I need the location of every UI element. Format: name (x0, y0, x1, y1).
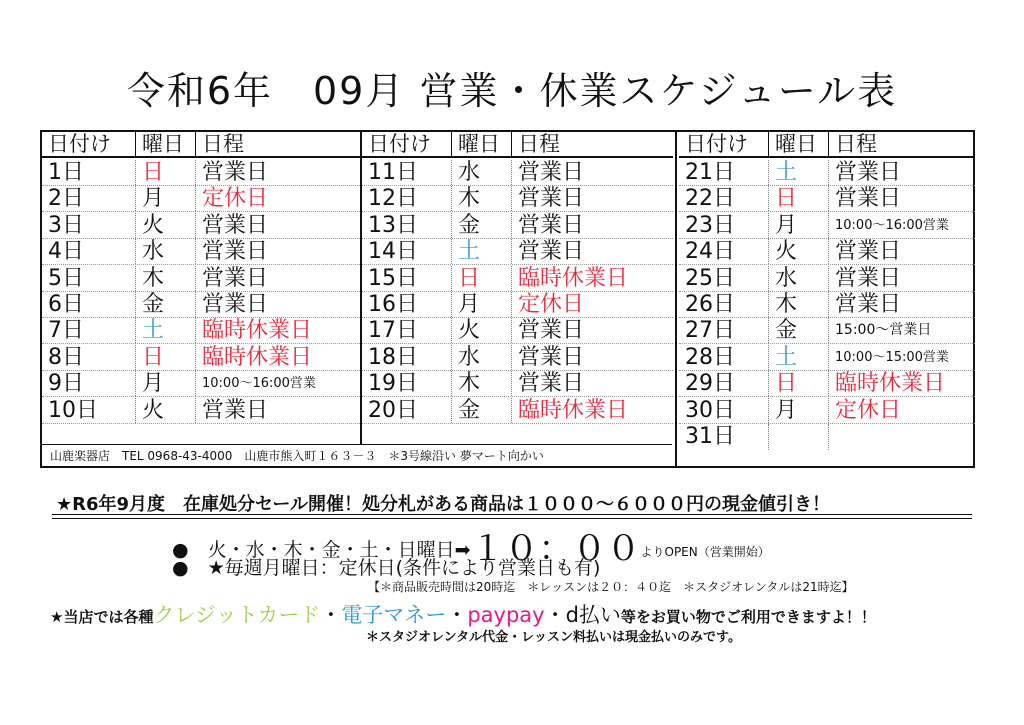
cell-weekday: 土 (136, 318, 196, 343)
payment-methods (50, 599, 876, 629)
cell-weekday: 月 (452, 292, 512, 317)
closed-day-note: ● ★毎週月曜日：定休日(条件により営業日も有) (172, 557, 601, 579)
column-divider (360, 132, 362, 444)
payment-separator: ・ (544, 603, 566, 627)
cell-weekday: 月 (769, 213, 829, 238)
cell-date: 5日 (42, 266, 136, 291)
cell-date: 23日 (679, 213, 769, 238)
cell-date: 21日 (679, 160, 769, 185)
table-row (42, 345, 360, 371)
cell-date: 15日 (362, 266, 452, 291)
table-row (362, 213, 673, 239)
cell-weekday: 日 (769, 186, 829, 211)
cell-weekday: 月 (136, 186, 196, 211)
cell-schedule: 営業日 (202, 265, 269, 291)
opening-time: １０：００ (470, 529, 641, 569)
cell-date: 29日 (679, 371, 769, 396)
table-row (362, 318, 673, 344)
cell-schedule: 臨時休業日 (202, 344, 313, 370)
cell-weekday: 火 (452, 318, 512, 343)
cell-schedule: 営業日 (202, 212, 269, 238)
table-row (679, 345, 975, 371)
cell-schedule: 営業日 (835, 265, 902, 291)
payment-credit-card: クレジットカード (153, 603, 321, 627)
cell-weekday: 火 (769, 239, 829, 264)
cell-schedule: 営業日 (202, 160, 269, 185)
cell-schedule: 営業日 (835, 239, 902, 265)
table-row (679, 213, 975, 239)
cell-schedule: 10:00～16:00営業 (202, 376, 316, 392)
cell-schedule: 10:00～16:00営業 (835, 217, 949, 233)
cell-weekday: 水 (769, 266, 829, 291)
table-row (42, 371, 360, 397)
cell-date: 16日 (362, 292, 452, 317)
cell-schedule: 営業日 (518, 186, 585, 212)
table-row (42, 213, 360, 239)
cell-date: 27日 (679, 318, 769, 343)
table-row (362, 186, 673, 212)
table-row (679, 371, 975, 397)
table-row (679, 424, 975, 450)
table-row (42, 318, 360, 344)
store-info: 山鹿楽器店 TEL 0968-43-4000 山鹿市熊入町１６３－３ ＊3号線沿い 夢マート向かい (42, 444, 672, 468)
table-row (362, 239, 673, 265)
cell-date: 2日 (42, 186, 136, 211)
table-row (362, 345, 673, 371)
table-row (362, 266, 673, 292)
table-row (679, 160, 975, 186)
cell-date: 28日 (679, 345, 769, 370)
cell-date: 24日 (679, 239, 769, 264)
cell-weekday: 水 (452, 160, 512, 185)
payment-dpay: d払い (565, 603, 621, 627)
cell-date: 31日 (679, 424, 769, 450)
hours-note: 【＊商品販売時間は20時迄 ＊レッスンは２０：４０迄 ＊スタジオレンタルは21時迄】 (368, 580, 854, 594)
cell-schedule: 10:00～15:00営業 (835, 349, 949, 365)
schedule-table (40, 130, 975, 468)
cell-date: 4日 (42, 239, 136, 264)
header-weekday: 曜日 (452, 132, 512, 156)
header-date: 日付け (42, 132, 136, 156)
table-header (362, 132, 673, 158)
cell-weekday: 日 (769, 371, 829, 396)
cell-weekday: 金 (136, 292, 196, 317)
cell-schedule: 営業日 (518, 239, 585, 265)
table-row (362, 160, 673, 186)
cell-weekday: 木 (452, 371, 512, 396)
opening-days: ● 火・水・木・金・土・日曜日➡ (172, 539, 471, 561)
cell-date: 20日 (362, 398, 452, 423)
table-row (679, 292, 975, 318)
header-weekday: 曜日 (769, 132, 829, 156)
cell-date: 13日 (362, 213, 452, 238)
payment-paypay: paypay (467, 603, 545, 627)
cell-weekday: 木 (769, 292, 829, 317)
cell-weekday: 土 (452, 239, 512, 264)
cell-date: 25日 (679, 266, 769, 291)
cell-schedule: 定休日 (835, 397, 902, 423)
sale-announcement: ★R6年9月度 在庫処分セール開催！処分札がある商品は１０００～６０００円の現金値引き！ (56, 494, 830, 515)
table-row (679, 239, 975, 265)
cell-date: 18日 (362, 345, 452, 370)
payment-separator: ・ (446, 603, 468, 627)
table-row (42, 186, 360, 212)
header-weekday: 曜日 (136, 132, 196, 156)
cash-only-note: ＊スタジオレンタル代金・レッスン料払いは現金払いのみです。 (366, 630, 741, 645)
cell-weekday: 木 (452, 186, 512, 211)
page-title: 令和6年 09月 営業・休業スケジュール表 (126, 69, 898, 113)
cell-weekday: 日 (452, 266, 512, 291)
cell-weekday: 木 (136, 266, 196, 291)
cell-schedule: 定休日 (518, 292, 585, 317)
cell-schedule: 定休日 (202, 186, 269, 212)
cell-date: 30日 (679, 398, 769, 423)
payment-separator: ・ (320, 603, 342, 627)
cell-schedule: 営業日 (202, 292, 269, 317)
cell-schedule: 臨時休業日 (202, 318, 313, 344)
cell-date: 12日 (362, 186, 452, 211)
table-row (679, 186, 975, 212)
table-row (362, 398, 673, 424)
cell-date: 10日 (42, 398, 136, 423)
cell-schedule (829, 424, 975, 450)
cell-schedule: 営業日 (518, 371, 585, 397)
cell-weekday: 月 (769, 398, 829, 423)
table-row (42, 239, 360, 265)
cell-weekday: 日 (136, 160, 196, 185)
cell-date: 22日 (679, 186, 769, 211)
cell-schedule: 臨時休業日 (518, 397, 629, 423)
cell-date: 11日 (362, 160, 452, 185)
cell-schedule: 営業日 (202, 239, 269, 265)
cell-date: 17日 (362, 318, 452, 343)
cell-schedule: 営業日 (835, 160, 902, 185)
payment-emoney: 電子マネー (341, 603, 447, 627)
cell-weekday: 土 (769, 345, 829, 370)
table-row (42, 292, 360, 318)
cell-weekday: 金 (452, 213, 512, 238)
cell-schedule: 営業日 (202, 397, 269, 423)
cell-weekday: 火 (136, 213, 196, 238)
table-row (679, 266, 975, 292)
table-header (679, 132, 975, 158)
cell-schedule: 臨時休業日 (518, 265, 629, 291)
cell-weekday: 金 (452, 398, 512, 423)
cell-schedule: 営業日 (518, 160, 585, 185)
table-row (362, 371, 673, 397)
cell-weekday: 水 (136, 239, 196, 264)
header-schedule: 日程 (518, 132, 560, 156)
cell-schedule: 15:00～営業日 (835, 322, 932, 339)
cell-schedule: 営業日 (518, 212, 585, 238)
table-row (362, 292, 673, 318)
table-header (42, 132, 360, 158)
table-row (42, 266, 360, 292)
payment-prefix: ★当店では各種 (50, 608, 154, 626)
cell-schedule: 営業日 (518, 318, 585, 344)
cell-date: 1日 (42, 160, 136, 185)
payment-suffix: 等をお買い物でご利用できますよ！！ (620, 608, 876, 626)
cell-schedule: 営業日 (835, 292, 902, 317)
cell-date: 3日 (42, 213, 136, 238)
header-date: 日付け (679, 132, 769, 156)
cell-weekday: 火 (136, 398, 196, 423)
cell-date: 7日 (42, 318, 136, 343)
cell-weekday: 水 (452, 345, 512, 370)
cell-date: 6日 (42, 292, 136, 317)
cell-schedule: 営業日 (835, 186, 902, 212)
table-row (42, 398, 360, 424)
table-row (679, 318, 975, 344)
cell-schedule: 営業日 (518, 344, 585, 370)
cell-date: 19日 (362, 371, 452, 396)
cell-date: 8日 (42, 345, 136, 370)
opening-suffix: よりOPEN（営業開始） (640, 545, 770, 559)
header-date: 日付け (362, 132, 452, 156)
cell-weekday: 月 (136, 371, 196, 396)
cell-date: 9日 (42, 371, 136, 396)
cell-date: 26日 (679, 292, 769, 317)
cell-schedule: 臨時休業日 (835, 371, 946, 397)
header-schedule: 日程 (835, 132, 877, 156)
cell-date: 14日 (362, 239, 452, 264)
cell-weekday: 金 (769, 318, 829, 343)
cell-weekday (769, 424, 829, 450)
table-row (42, 160, 360, 186)
cell-weekday: 日 (136, 345, 196, 370)
cell-weekday: 土 (769, 160, 829, 185)
table-row (679, 398, 975, 424)
header-schedule: 日程 (202, 132, 244, 156)
column-divider (675, 132, 677, 468)
divider-rule (52, 514, 972, 519)
